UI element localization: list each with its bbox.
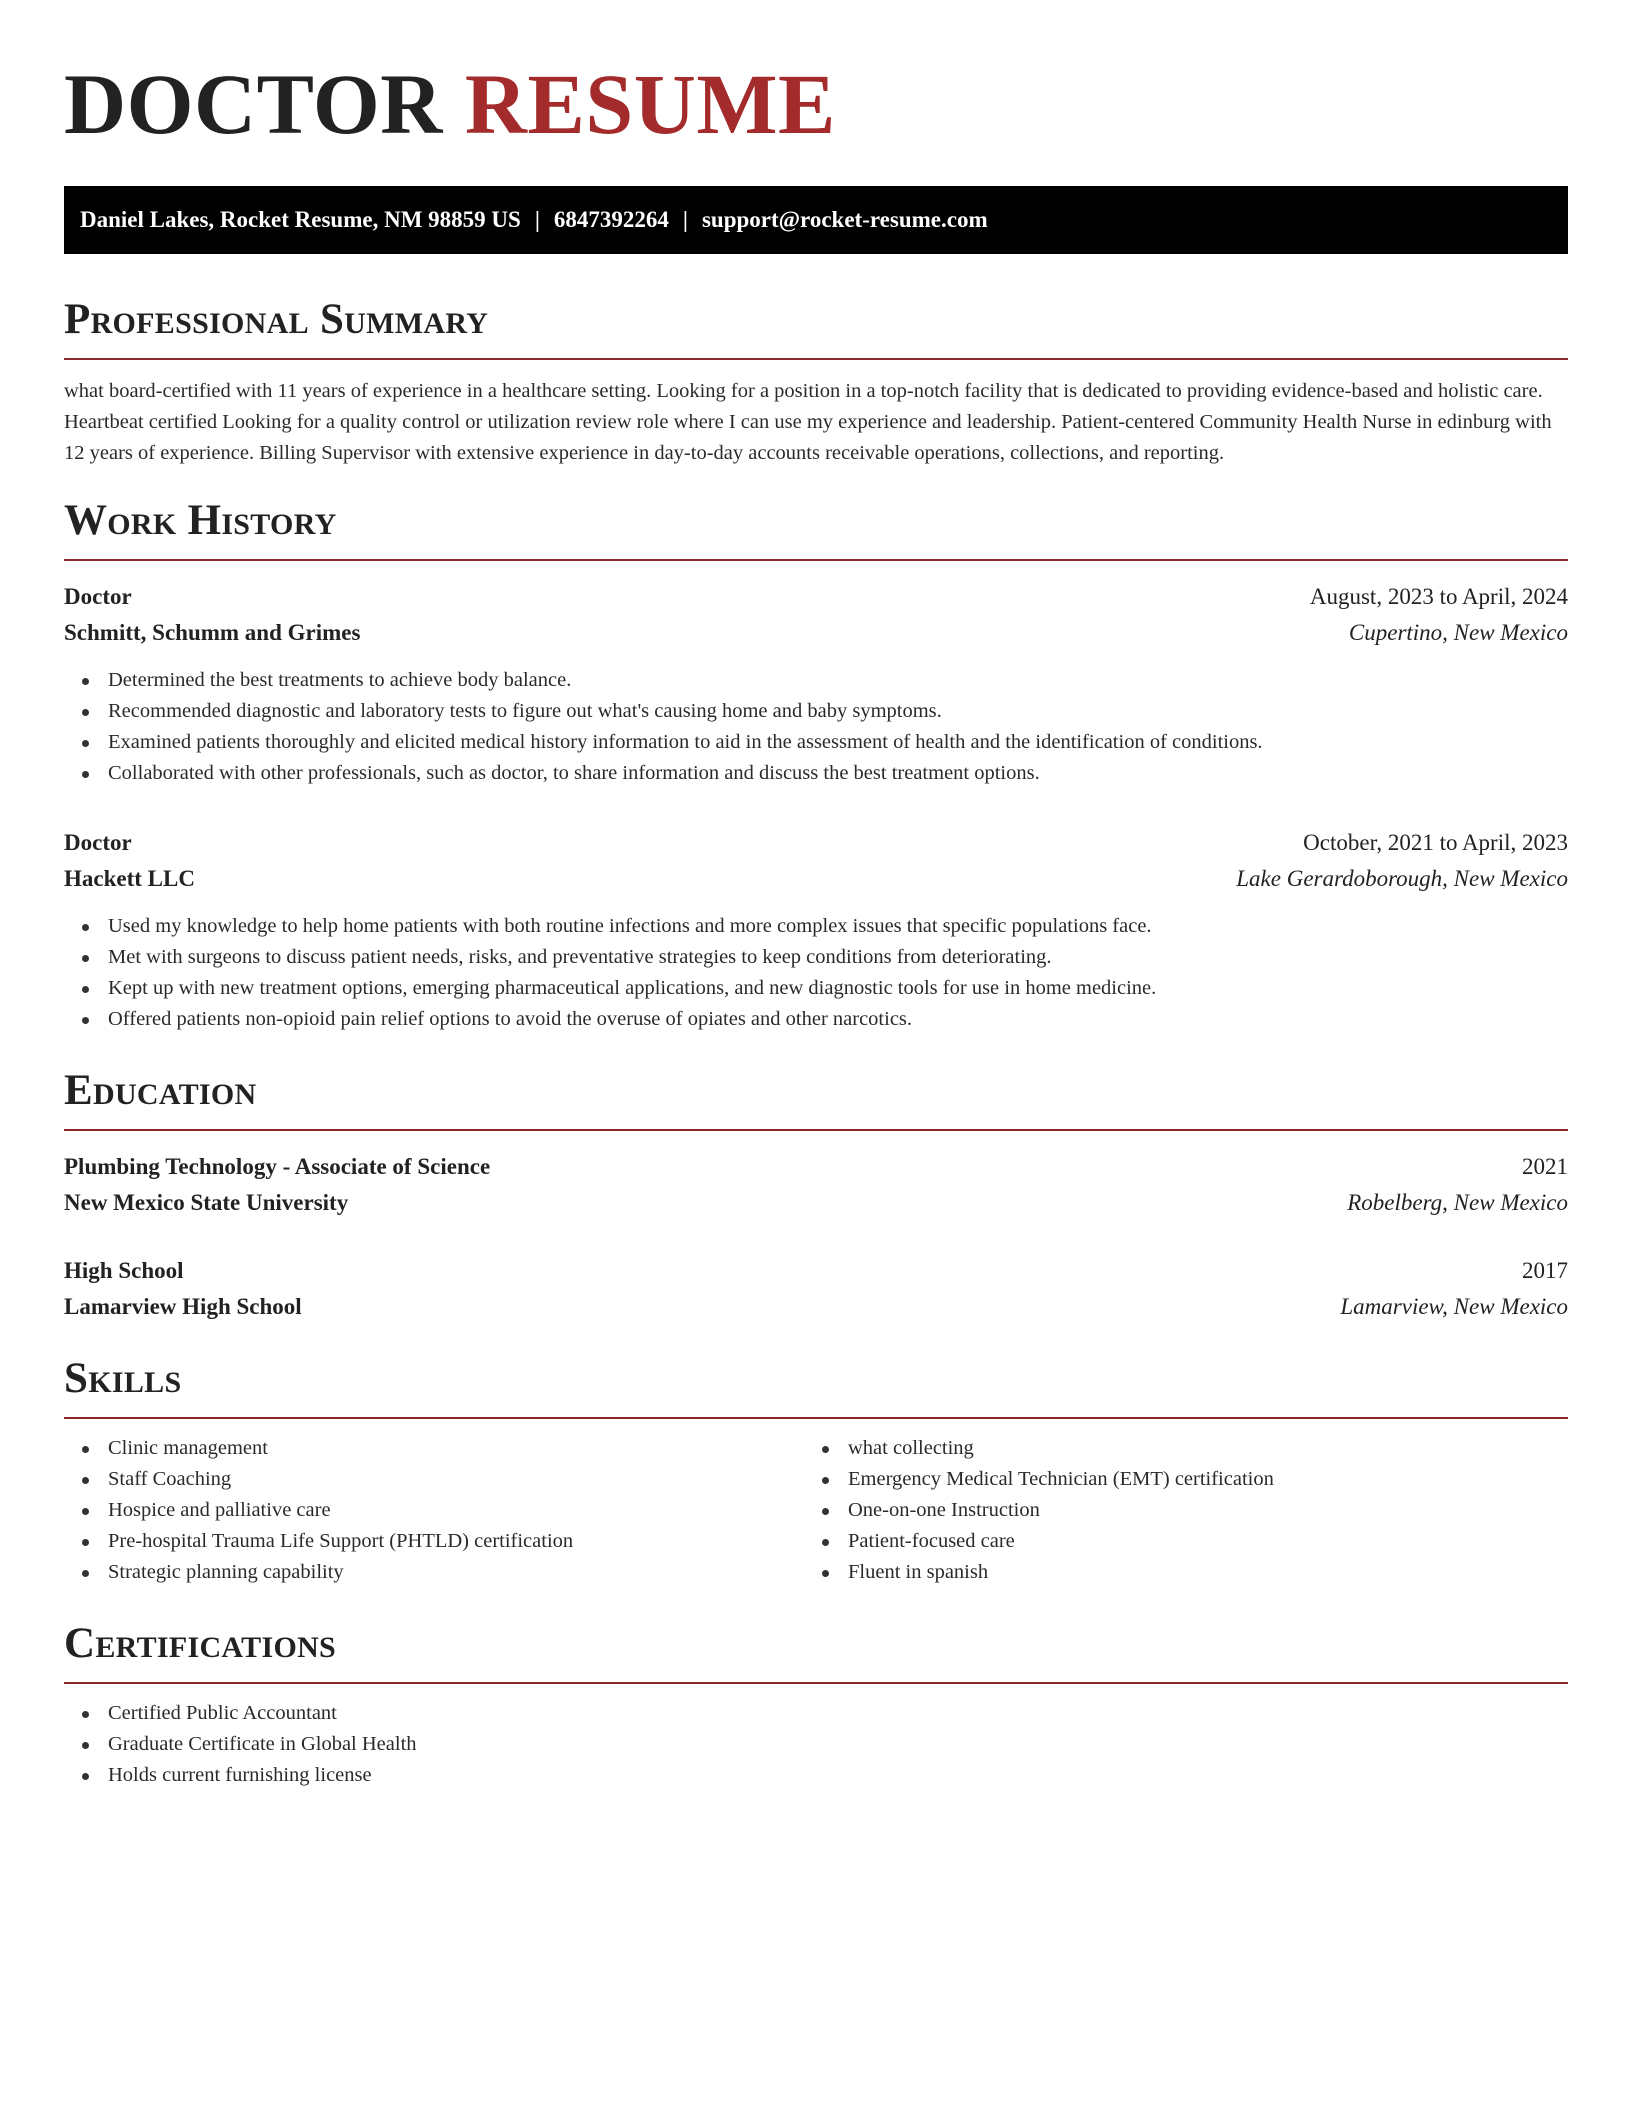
work-history-heading: Work History [64,497,337,544]
job-title: Doctor [64,830,132,855]
job-company-row [64,861,1568,897]
certification-item: Holds current furnishing license [64,1760,1568,1791]
skills-column-left [64,1433,804,1588]
title-word-doctor: DOCTOR [64,56,443,152]
skill-item: what collecting [804,1433,1544,1464]
summary-text: what board-certified with 11 years of experience in a healthcare setting. Looking for a position in a top-notch facility that is dedicated to providing evidence-based and holistic care. Heartbeat certified Looking for a quality control or utilization review role where I can use my experience and leadership. Patient-centered Community Health Nurse in edinburg with 12 years of experience. Billing Supervisor with extensive experience in day-to-day accounts receivable operations, collections, and reporting. [64,380,1552,464]
title-word-resume: RESUME [464,56,836,152]
job-header-row [64,825,1568,861]
contact-separator: | [682,207,688,232]
skill-item: Strategic planning capability [64,1557,804,1588]
education-degree: Plumbing Technology - Associate of Science [64,1154,491,1179]
list-item: Kept up with new treatment options, emerging pharmaceutical applications, and new diagnostic tools for use in home medicine. [64,973,1568,1004]
education-location: Lamarview, New Mexico [1340,1294,1568,1319]
section-divider [64,1129,1568,1131]
education-header-row [64,1149,1568,1185]
education-school: New Mexico State University [64,1190,349,1215]
job-company-row [64,615,1568,651]
skill-item: Hospice and palliative care [64,1495,804,1526]
job-header-row [64,579,1568,615]
summary-section [64,294,1568,469]
skill-item: Fluent in spanish [804,1557,1544,1588]
work-history-section [64,495,1568,1035]
skills-section [64,1353,1568,1588]
skills-column-right [804,1433,1544,1588]
skill-item: Clinic management [64,1433,804,1464]
certification-item: Certified Public Accountant [64,1698,1568,1729]
education-section [64,1065,1568,1325]
job-entry [64,825,1568,1035]
job-location: Cupertino, New Mexico [1348,620,1568,645]
education-header-row [64,1253,1568,1289]
skills-list-right [804,1433,1544,1588]
list-item: Collaborated with other professionals, such as doctor, to share information and discuss the best treatment options. [64,758,1568,789]
job-title: Doctor [64,584,132,609]
job-company: Schmitt, Schumm and Grimes [64,620,361,645]
education-year: 2017 [1522,1258,1568,1283]
education-school-row [64,1185,1568,1221]
section-divider [64,559,1568,561]
skills-heading: Skills [64,1355,182,1402]
education-degree: High School [64,1258,184,1283]
list-item: Examined patients thoroughly and elicited medical history information to aid in the assessment of health and the identification of conditions. [64,727,1568,758]
job-dates: October, 2021 to April, 2023 [1303,830,1568,855]
certification-item: Graduate Certificate in Global Health [64,1729,1568,1760]
contact-phone: 6847392264 [553,207,669,232]
education-heading: Education [64,1067,257,1114]
certifications-heading: Certifications [64,1620,337,1667]
job-company: Hackett LLC [64,866,195,891]
section-divider [64,358,1568,360]
skills-list-left [64,1433,804,1588]
resume-page [64,0,1568,1791]
skill-item: Patient-focused care [804,1526,1544,1557]
skill-item: One-on-one Instruction [804,1495,1544,1526]
skill-item: Staff Coaching [64,1464,804,1495]
section-divider [64,1417,1568,1419]
list-item: Determined the best treatments to achieve body balance. [64,665,1568,696]
certifications-section [64,1618,1568,1791]
job-entry [64,579,1568,789]
education-school: Lamarview High School [64,1294,302,1319]
resume-title [64,0,1568,152]
list-item: Recommended diagnostic and laboratory tests to figure out what's causing home and baby symptoms. [64,696,1568,727]
certifications-list [64,1698,1568,1791]
contact-bar [64,186,1568,254]
skills-grid [64,1433,1568,1588]
job-location: Lake Gerardoborough, New Mexico [1236,866,1568,891]
education-entry [64,1253,1568,1325]
education-entry [64,1149,1568,1221]
job-bullets [64,665,1568,789]
summary-heading: Professional Summary [64,296,489,343]
contact-email: support@rocket-resume.com [701,207,988,232]
list-item: Met with surgeons to discuss patient needs, risks, and preventative strategies to keep conditions from deteriorating. [64,942,1568,973]
skill-item: Pre-hospital Trauma Life Support (PHTLD) certification [64,1526,804,1557]
contact-address: Daniel Lakes, Rocket Resume, NM 98859 US [80,207,521,232]
education-year: 2021 [1522,1154,1568,1179]
job-dates: August, 2023 to April, 2024 [1309,584,1568,609]
section-divider [64,1682,1568,1684]
education-location: Robelberg, New Mexico [1347,1190,1568,1215]
contact-separator: | [534,207,540,232]
education-school-row [64,1289,1568,1325]
list-item: Used my knowledge to help home patients with both routine infections and more complex issues that specific populations face. [64,911,1568,942]
job-bullets [64,911,1568,1035]
skill-item: Emergency Medical Technician (EMT) certification [804,1464,1544,1495]
list-item: Offered patients non-opioid pain relief options to avoid the overuse of opiates and other narcotics. [64,1004,1568,1035]
